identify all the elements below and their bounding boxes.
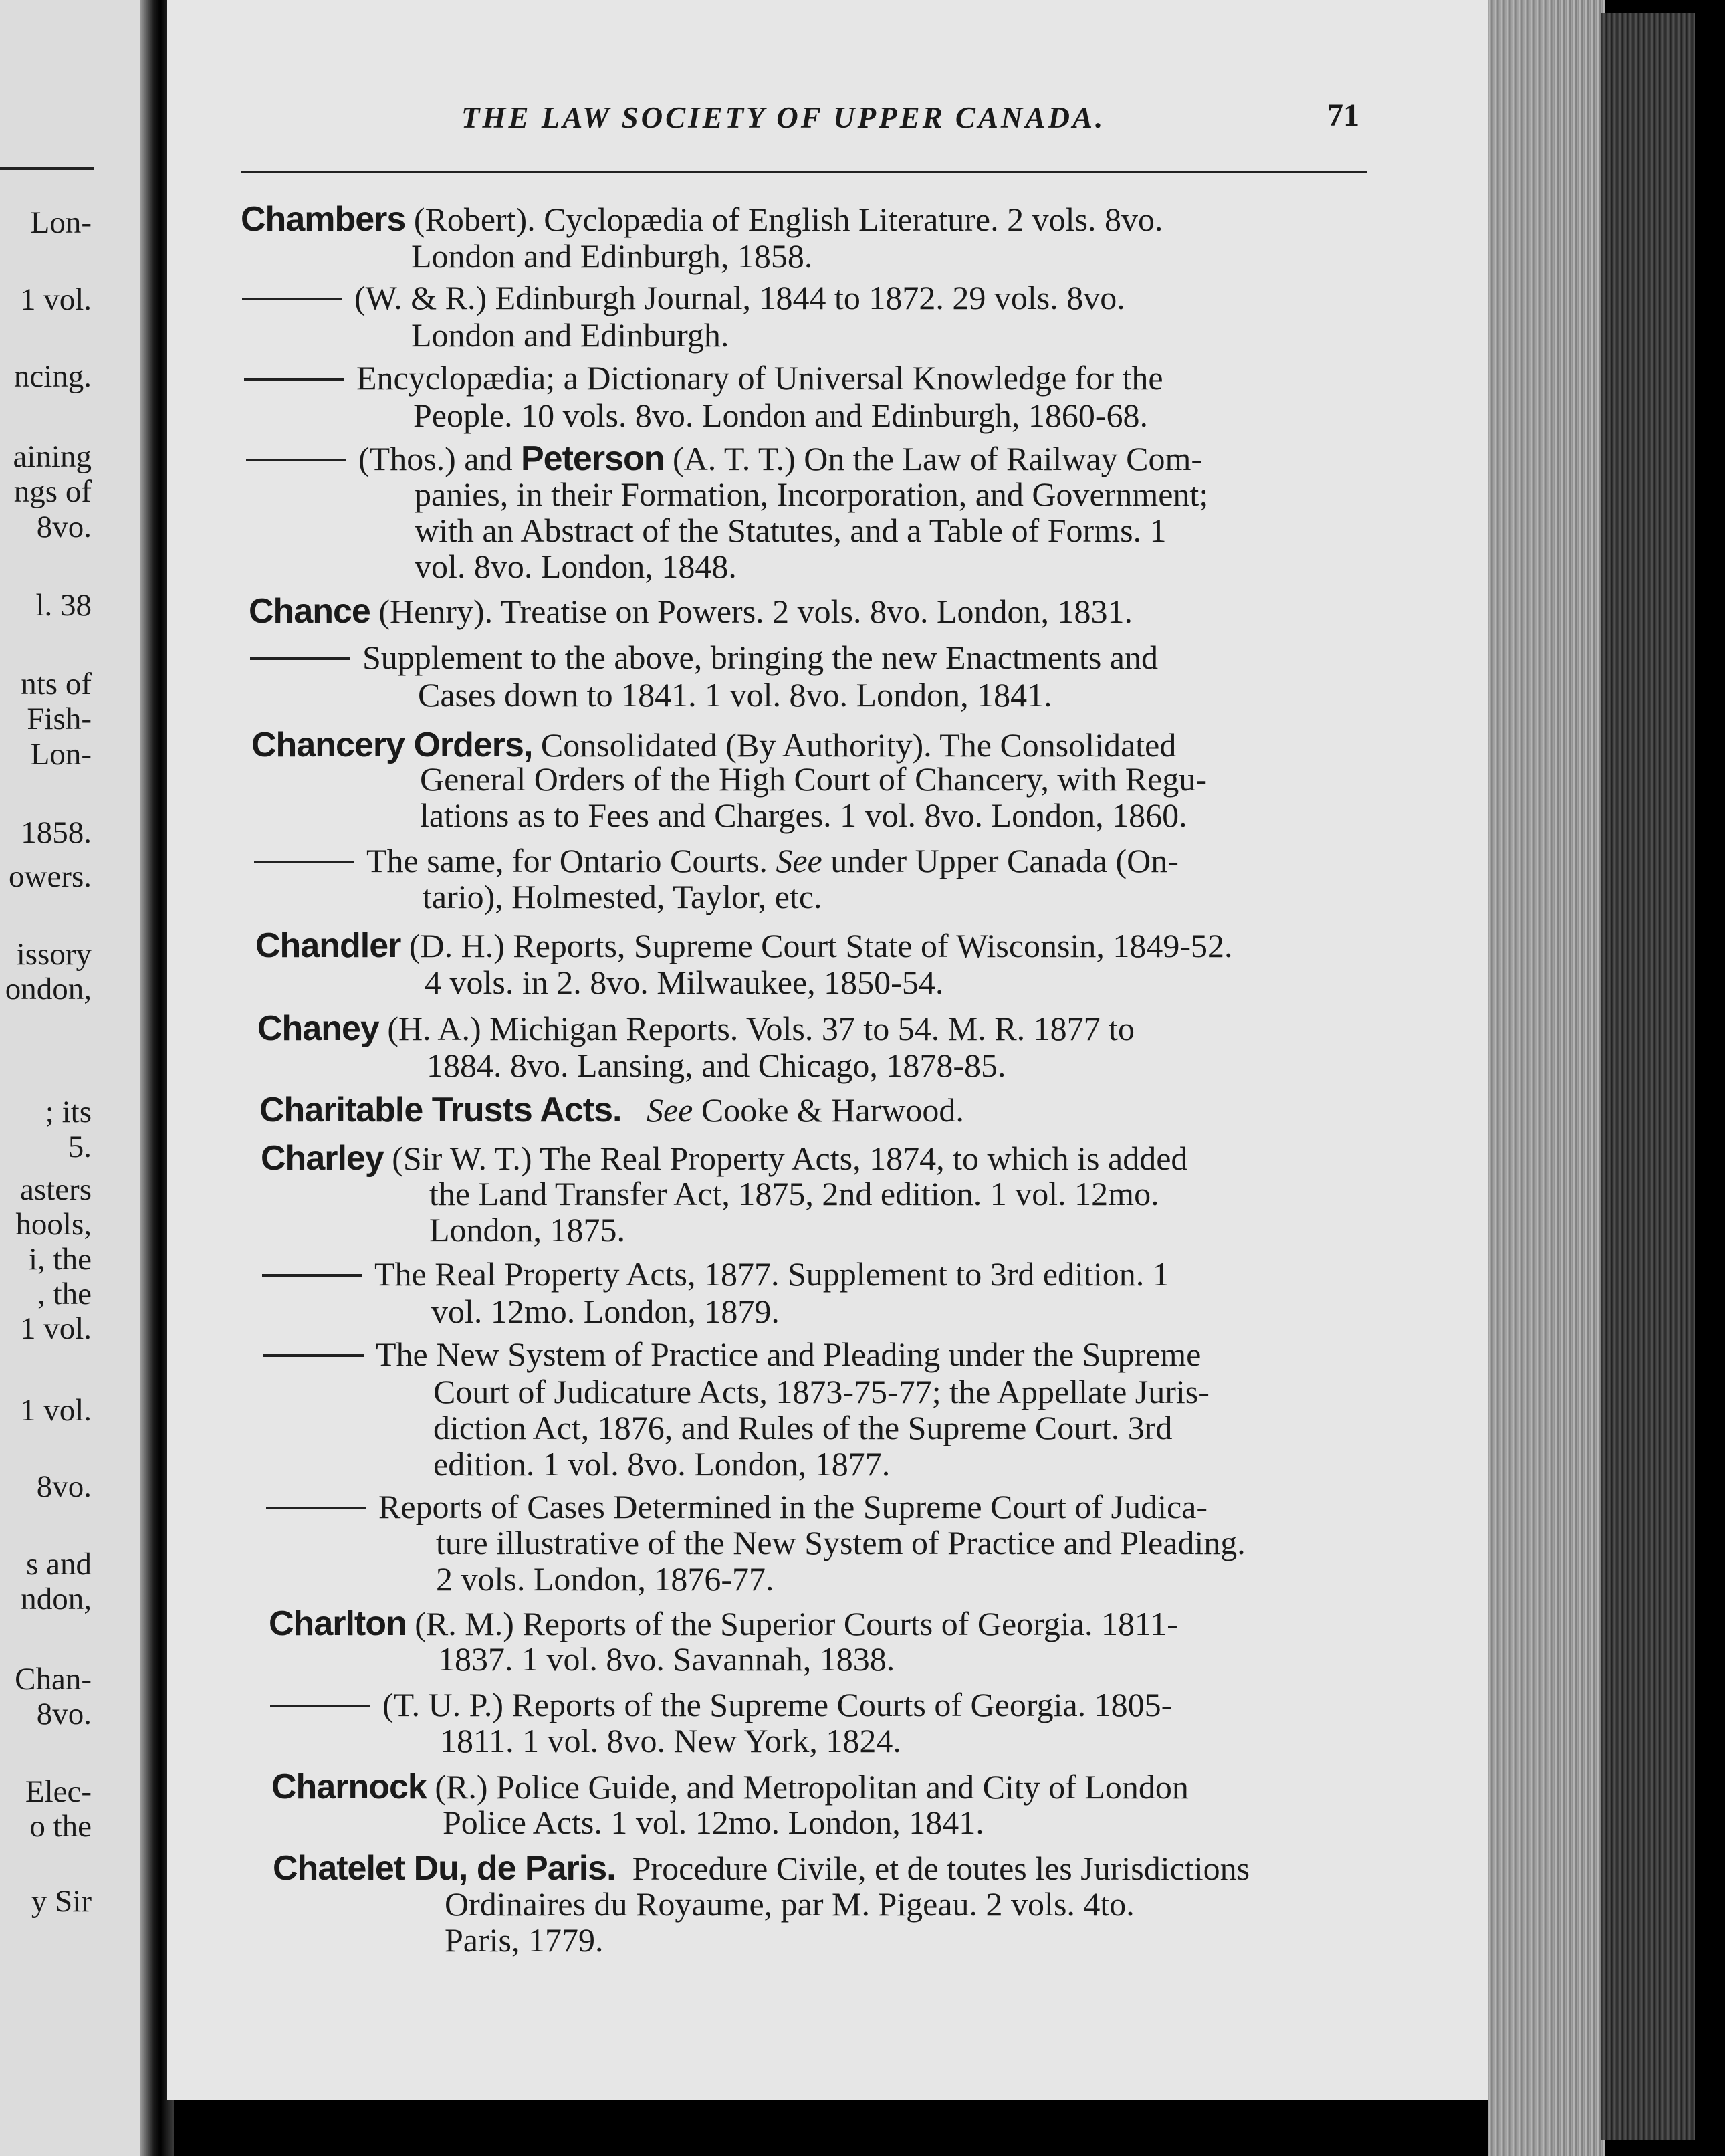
page-edges [1488, 0, 1605, 2156]
left-fragment: 1 vol. [19, 1393, 92, 1428]
left-fragment: 5. [68, 1129, 92, 1164]
entry-text: Procedure Civile, et de toutes les Jurisdictions [632, 1850, 1250, 1887]
entry-line [241, 202, 1163, 237]
ditto-dash [263, 1354, 364, 1357]
entry-text: (H. A.) Michigan Reports. Vols. 37 to 54. M. R. 1877 to [387, 1010, 1135, 1047]
left-fragment: 1 vol. [19, 1311, 92, 1346]
left-fragment: Chan- [15, 1662, 92, 1697]
ditto-dash [246, 459, 346, 461]
entry-line [271, 1769, 1189, 1804]
entry-line: vol. 8vo. London, 1848. [415, 548, 737, 585]
entry-text: Supplement to the above, bringing the new Enactments and [362, 639, 1158, 676]
ditto-dash [270, 1705, 370, 1707]
entry-line: ture illustrative of the New System of Practice and Pleading. [436, 1524, 1246, 1561]
entry-line [244, 361, 1163, 395]
see-reference: See [776, 842, 822, 879]
entry-line: London, 1875. [429, 1211, 626, 1249]
see-reference: See [646, 1091, 693, 1129]
left-fragment: Elec- [25, 1774, 92, 1809]
entry-line: Police Acts. 1 vol. 12mo. London, 1841. [443, 1804, 984, 1841]
left-fragment: 8vo. [36, 1697, 92, 1731]
ditto-dash [266, 1507, 366, 1509]
entry-text: (R. M.) Reports of the Superior Courts of Georgia. 1811- [415, 1605, 1178, 1642]
entry-line [255, 928, 1233, 963]
left-fragment: Lon- [30, 205, 92, 240]
entry-head: Charlton [269, 1604, 407, 1643]
entry-line: People. 10 vols. 8vo. London and Edinburgh, 1860-68. [413, 397, 1148, 434]
entry-line: edition. 1 vol. 8vo. London, 1877. [433, 1445, 891, 1483]
entry-text: (Sir W. T.) The Real Property Acts, 1874, to which is added [392, 1140, 1188, 1177]
page-number: 71 [1327, 98, 1359, 133]
entry-line [249, 594, 1133, 629]
entry-line [262, 1257, 1169, 1291]
entry-line: 2 vols. London, 1876-77. [436, 1560, 774, 1598]
ditto-dash [250, 657, 350, 660]
entry-text: The Real Property Acts, 1877. Supplement to 3rd edition. 1 [374, 1255, 1169, 1293]
running-head: THE LAW SOCIETY OF UPPER CANADA. [461, 101, 1106, 134]
entry-line: 1837. 1 vol. 8vo. Savannah, 1838. [438, 1640, 895, 1678]
entry-line: diction Act, 1876, and Rules of the Supreme Court. 3rd [433, 1409, 1173, 1446]
entry-line [250, 641, 1158, 674]
entry-line: the Land Transfer Act, 1875, 2nd edition. 1 vol. 12mo. [429, 1175, 1159, 1212]
entry-text: (Thos.) and [358, 440, 513, 477]
entry-head: Chandler [255, 926, 401, 965]
entry-line: lations as to Fees and Charges. 1 vol. 8vo. London, 1860. [420, 796, 1187, 834]
left-fragment: nts of [21, 667, 92, 702]
entry-line: Ordinaires du Royaume, par M. Pigeau. 2 vols. 4to. [445, 1885, 1135, 1923]
left-fragment: issory [16, 937, 92, 972]
left-fragment: i, the [29, 1242, 92, 1277]
entry-head: Chatelet Du, de Paris. [273, 1849, 616, 1888]
ditto-dash [262, 1274, 362, 1277]
entry-line: 1884. 8vo. Lansing, and Chicago, 1878-85. [427, 1047, 1006, 1084]
left-fragment: 8vo. [36, 510, 92, 544]
book-cover-edge [1601, 13, 1695, 2140]
entry-line: London and Edinburgh, 1858. [411, 237, 813, 275]
entry-line: 4 vols. in 2. 8vo. Milwaukee, 1850-54. [425, 964, 944, 1001]
left-fragment: hools, [15, 1207, 92, 1242]
entry-head: Charitable Trusts Acts. [259, 1091, 622, 1129]
entry-head: Chambers [241, 200, 406, 239]
entry-line [266, 1490, 1208, 1523]
entry-line: London and Edinburgh. [411, 316, 729, 354]
left-page-rule [0, 167, 94, 170]
entry-text: Reports of Cases Determined in the Supreme Court of Judica- [378, 1488, 1208, 1525]
entry-line: Paris, 1779. [445, 1921, 604, 1959]
entry-line: panies, in their Formation, Incorporation, and Government; [415, 475, 1209, 513]
entry-line [251, 728, 1176, 762]
left-fragment: asters [19, 1172, 92, 1207]
entry-line [254, 844, 1179, 877]
entry-head: Charley [261, 1139, 384, 1178]
left-fragment: ngs of [13, 474, 92, 509]
ditto-dash [244, 378, 344, 381]
entry-line [246, 441, 1202, 476]
left-fragment: 1 vol. [19, 282, 92, 317]
entry-line: tario), Holmested, Taylor, etc. [423, 878, 822, 915]
left-fragment: o the [29, 1809, 92, 1844]
left-fragment: ; its [45, 1095, 92, 1129]
entry-line: General Orders of the High Court of Chancery, with Regu- [420, 760, 1207, 798]
left-fragment: aining [13, 439, 92, 474]
left-fragment: ndon, [21, 1582, 92, 1616]
header-rule [241, 171, 1367, 173]
entry-text: The New System of Practice and Pleading under the Supreme [376, 1335, 1201, 1373]
entry-text: The same, for Ontario Courts. [366, 842, 768, 879]
entry-text: Consolidated (By Authority). The Consolidated [540, 726, 1177, 764]
entry-line: Court of Judicature Acts, 1873-75-77; the Appellate Juris- [433, 1373, 1210, 1410]
entry-text: (T. U. P.) Reports of the Supreme Courts of Georgia. 1805- [382, 1686, 1173, 1723]
left-fragment: ondon, [5, 972, 92, 1006]
entry-line [269, 1606, 1178, 1641]
entry-text: Encyclopædia; a Dictionary of Universal Knowledge for the [356, 359, 1163, 397]
entry-text: Cooke & Harwood. [701, 1091, 964, 1129]
ditto-dash [254, 861, 354, 863]
entry-head: Chancery Orders, [251, 726, 533, 764]
entry-head: Charnock [271, 1767, 427, 1806]
entry-head: Chaney [257, 1009, 379, 1048]
entry-line [270, 1688, 1172, 1721]
left-fragment: l. 38 [35, 588, 92, 623]
entry-line [273, 1851, 1250, 1886]
entry-text: under Upper Canada (On- [830, 842, 1179, 879]
entry-text: (D. H.) Reports, Supreme Court State of Wisconsin, 1849-52. [409, 927, 1233, 964]
entry-line [242, 281, 1125, 314]
entry-head: Chance [249, 592, 370, 631]
left-fragment: s and [26, 1547, 92, 1582]
left-facing-page [0, 0, 150, 2156]
left-fragment: owers. [9, 859, 92, 894]
left-fragment: y Sir [31, 1884, 92, 1919]
left-fragment: ncing. [13, 359, 92, 394]
entry-text: (Robert). Cyclopædia of English Literature. 2 vols. 8vo. [413, 201, 1163, 238]
left-fragment: Fish- [27, 702, 92, 736]
left-fragment: Lon- [30, 737, 92, 772]
entry-line: 1811. 1 vol. 8vo. New York, 1824. [440, 1722, 901, 1759]
entry-line [259, 1093, 964, 1127]
entry-text: (A. T. T.) On the Law of Railway Com- [673, 440, 1202, 477]
left-fragment: , the [37, 1277, 92, 1311]
entry-line [261, 1141, 1187, 1176]
entry-line: vol. 12mo. London, 1879. [431, 1293, 780, 1330]
entry-line [257, 1011, 1135, 1046]
left-fragment: 8vo. [36, 1469, 92, 1504]
entry-head: Peterson [521, 439, 665, 478]
entry-text: (R.) Police Guide, and Metropolitan and City of London [435, 1768, 1189, 1806]
entry-text: (W. & R.) Edinburgh Journal, 1844 to 1872. 29 vols. 8vo. [354, 279, 1125, 316]
left-fragment: 1858. [21, 815, 92, 850]
entry-line: Cases down to 1841. 1 vol. 8vo. London, 1841. [418, 676, 1052, 714]
ditto-dash [242, 298, 342, 300]
entry-line [263, 1337, 1201, 1371]
entry-text: (Henry). Treatise on Powers. 2 vols. 8vo. London, 1831. [378, 592, 1133, 630]
entry-line: with an Abstract of the Statutes, and a Table of Forms. 1 [415, 512, 1167, 549]
